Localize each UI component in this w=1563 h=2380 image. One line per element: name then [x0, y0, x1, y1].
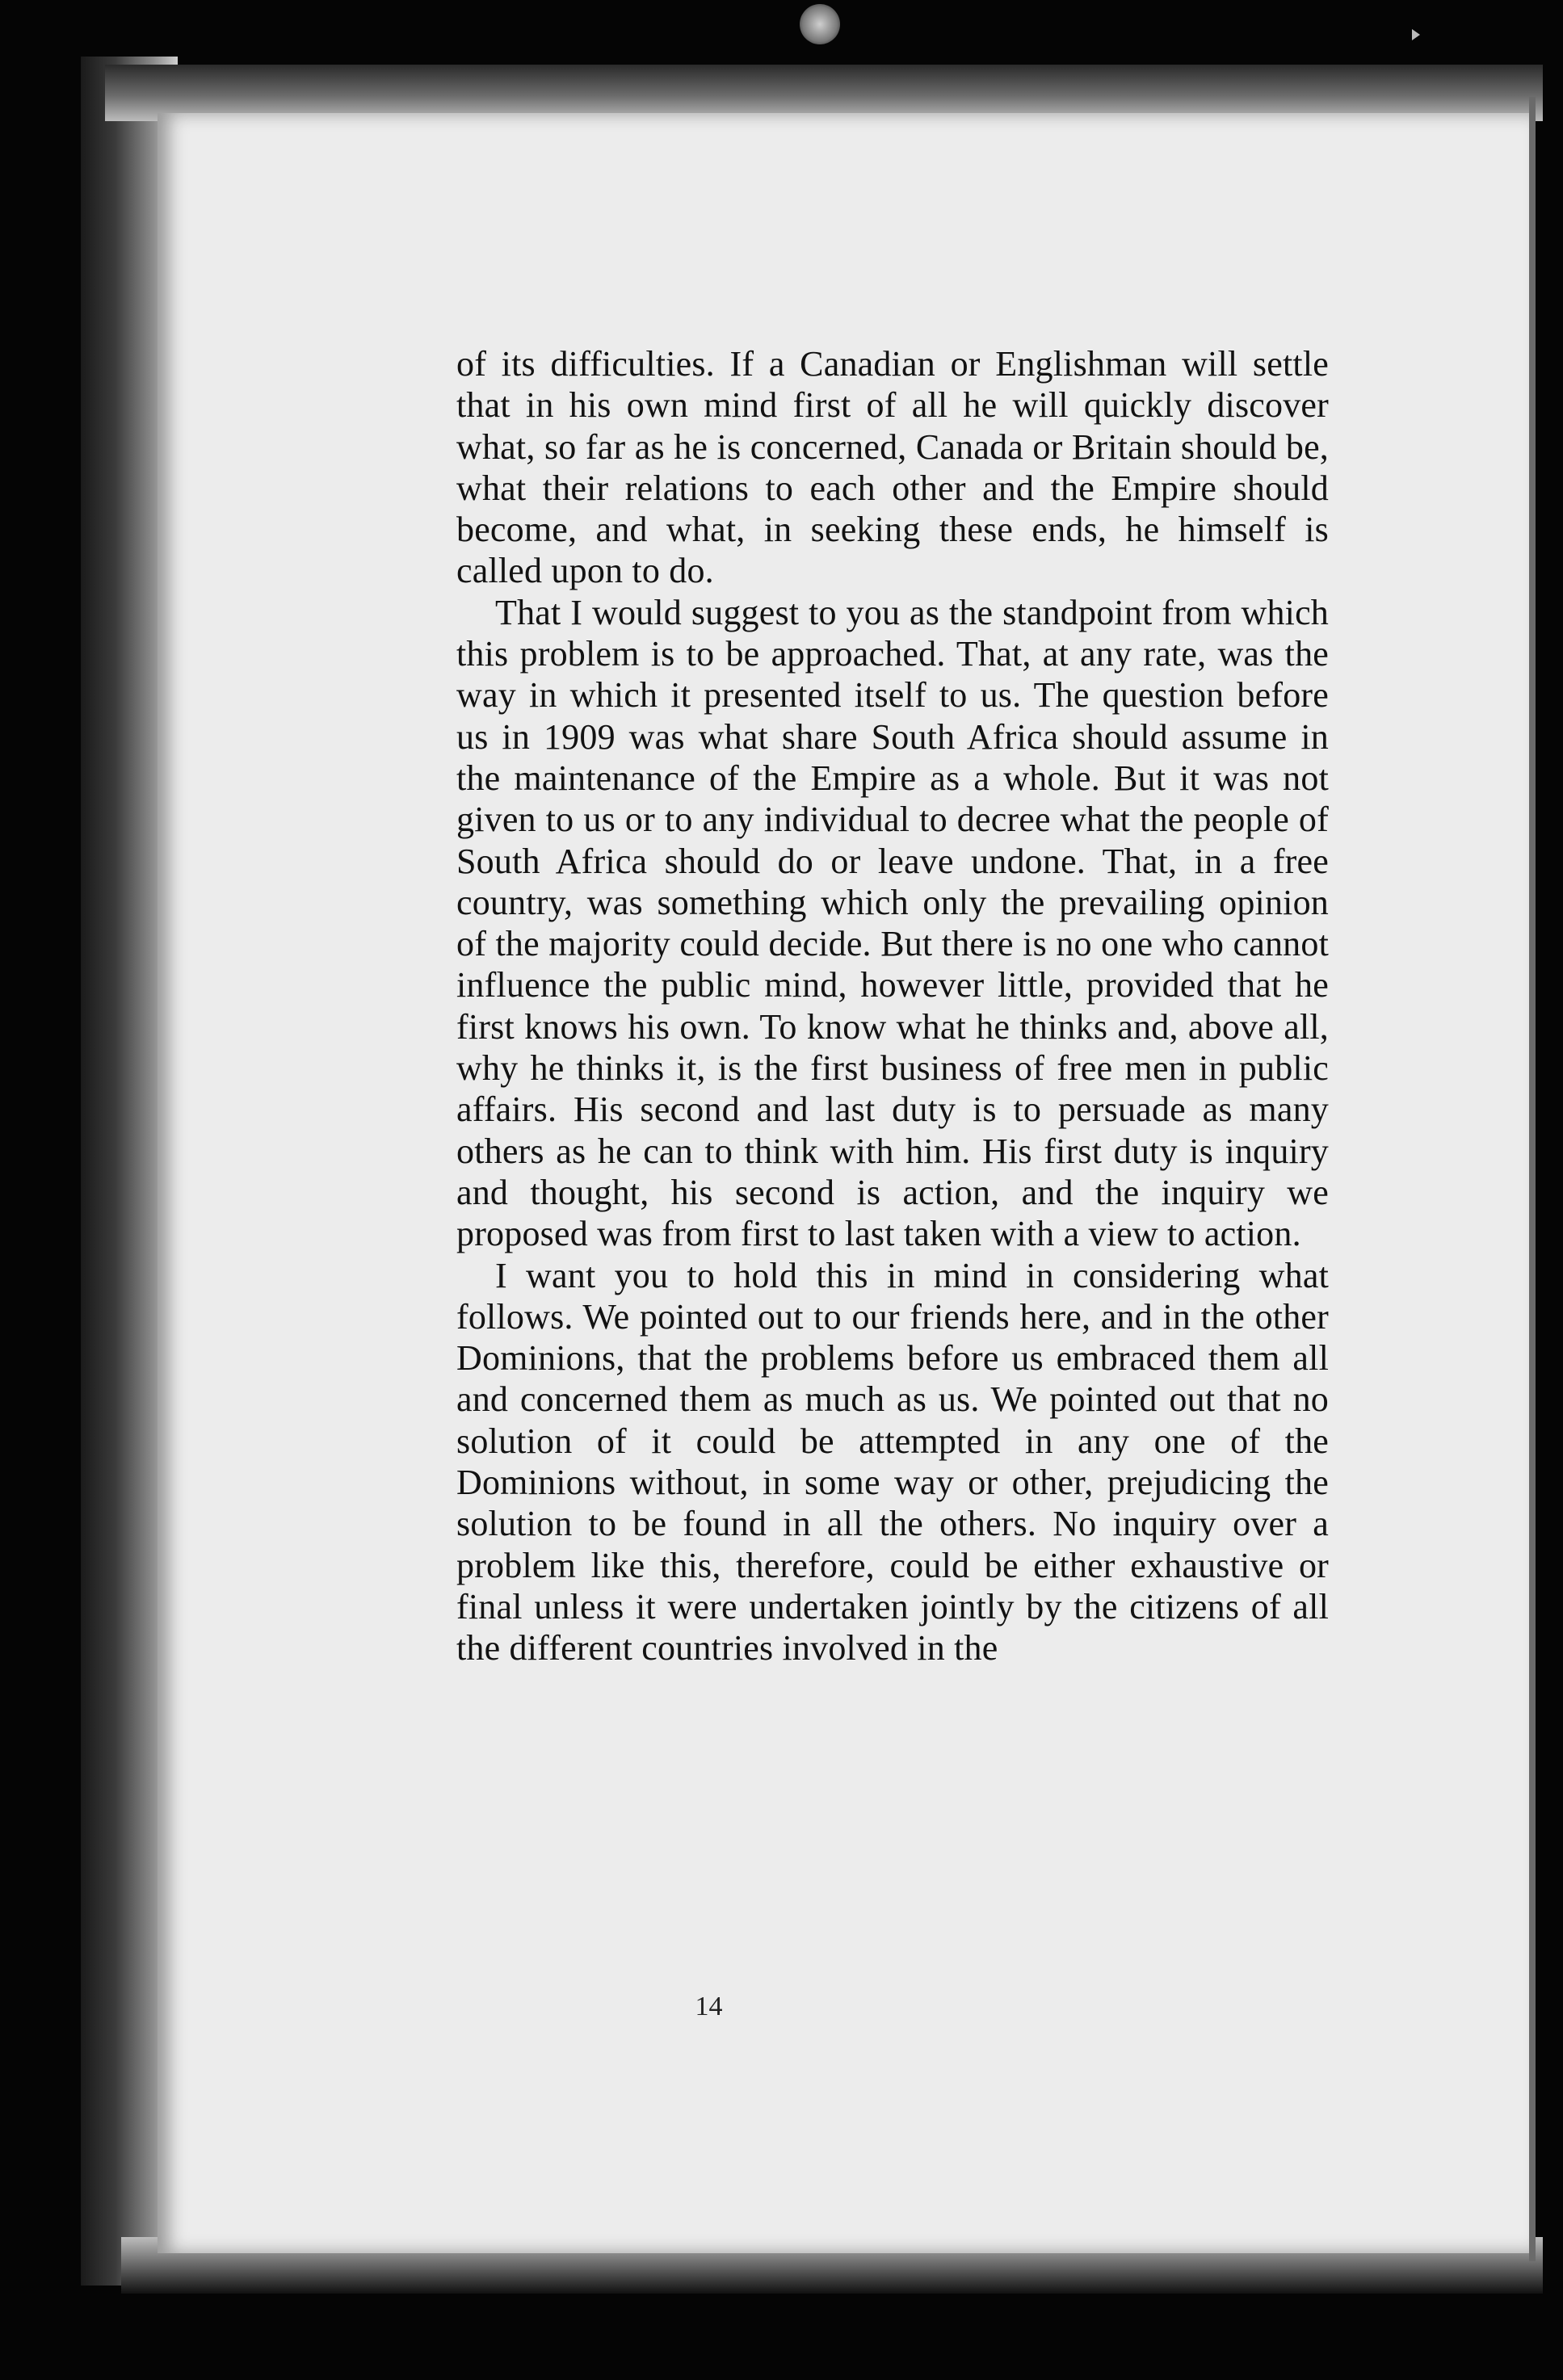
scan-hole-mark [800, 4, 840, 44]
page-right-edge [1529, 97, 1536, 2261]
paragraph-dominions: I want you to hold this in mind in considering what follows. We pointed out to our friends here, and in the other Dominions, that the problems before us embraced them all and concerned them as much as us. We pointed out that no solution of it could be attempted in any one of the Dominions without, in some way or other, prejudicing the solution to be found in all the others. No inquiry over a problem like this, therefore, could be either exhaustive or final unless it were undertaken jointly by the citizens of all the different countries involved in the [456, 1255, 1329, 1669]
page-number-text: 14 [695, 1992, 723, 2021]
paragraph-standpoint: That I would suggest to you as the standpoint from which this problem is to be approached. That, at any rate, was the way in which it presented itself to us. The question before us in 1909 was what share South Africa should assume in the maintenance of the Empire as a whole. But it was not given to us or to any individual to decree what the people of South Africa should do or leave undone. That, in a free country, was something which only the prevailing opinion of the majority could decide. But there is no one who cannot influence the public mind, however little, provided that he first knows his own. To know what he thinks and, above all, why he thinks it, is the first business of free men in public affairs. His second and last duty is to persuade as many others as he can to think with him. His first duty is inquiry and thought, his second is action, and the inquiry we proposed was from first to last taken with a view to action. [456, 592, 1329, 1254]
paragraph-continuation: of its difficulties. If a Canadian or Englishman will settle that in his own mind first of all he will quickly discover what, so far as he is concerned, Canada or Britain should be, what their relations to each other and the Empire should become, and what, in seeking these ends, he himself is called upon to do. [456, 344, 1329, 591]
scan-corner-mark [1412, 29, 1420, 40]
body-text [456, 343, 1329, 1669]
page-number [0, 1992, 1563, 2022]
